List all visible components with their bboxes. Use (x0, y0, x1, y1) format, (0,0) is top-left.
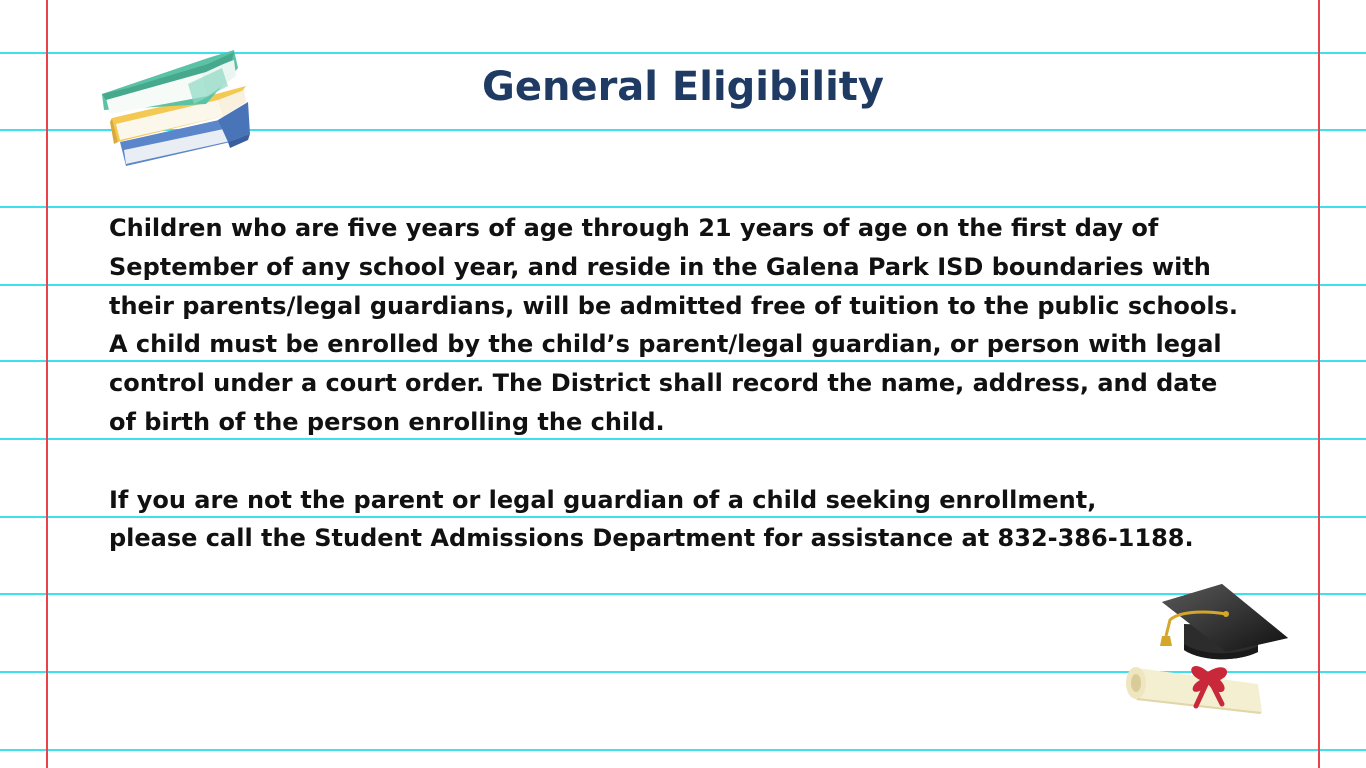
graduation-cap-diploma-icon (1122, 580, 1292, 720)
paragraph-spacer (109, 442, 1289, 481)
right-margin-line (1318, 0, 1320, 768)
paragraph-2-line: If you are not the parent or legal guardian of a child seeking enrollment, (109, 485, 1097, 514)
left-margin-line (46, 0, 48, 768)
paragraph-1-line: Children who are five years of age through 21 years of age on the first day of (109, 214, 1159, 242)
ruled-line (0, 206, 1366, 208)
ruled-line (0, 749, 1366, 751)
paragraph-1-line: control under a court order. The District shall record the name, address, and date (109, 369, 1218, 398)
paragraph-2-line: please call the Student Admissions Department for assistance at 832-386-1188. (109, 524, 1194, 553)
paragraph-1-line: of birth of the person enrolling the child. (109, 407, 665, 436)
paragraph-1-line: A child must be enrolled by the child’s parent/legal guardian, or person with legal (109, 330, 1222, 359)
eligibility-body (109, 209, 1289, 558)
paragraph-1-line: their parents/legal guardians, will be admitted free of tuition to the public schools. (109, 291, 1239, 320)
paragraph-1-line: September of any school year, and reside in the Galena Park ISD boundaries with (109, 252, 1211, 281)
page-title: General Eligibility (482, 64, 884, 110)
